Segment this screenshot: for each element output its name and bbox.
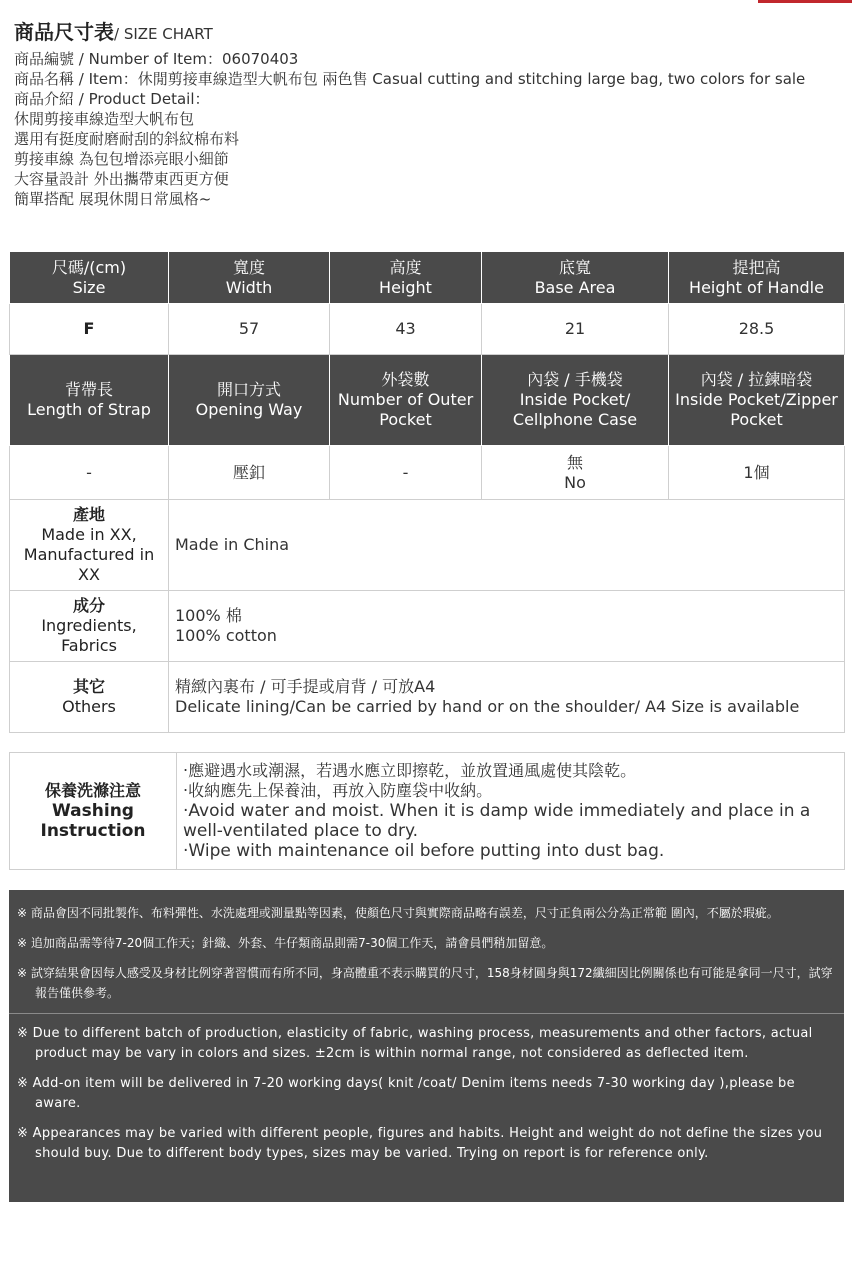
opening-value: 壓釦: [169, 446, 330, 500]
washing-row: [10, 753, 845, 870]
made-in-row: [10, 500, 845, 591]
note-item: ※ Appearances may be varied with different people, figures and habits. Height and weight do not define the sizes you should buy. Due to different body types, sizes may be varied. Trying on report is for reference only.: [17, 1126, 823, 1161]
header-cell-size: 尺碼/(cm) Size: [10, 252, 169, 304]
size-chart-table: [9, 251, 845, 733]
header-row-features: [10, 355, 845, 446]
others-row: [10, 662, 845, 733]
top-accent-bar: [758, 0, 852, 3]
inside-pocket-value: 無 No: [482, 446, 669, 500]
size-value: F: [10, 304, 169, 355]
others-value: 精緻內裏布 / 可手提或肩背 / 可放A4 Delicate lining/Can be carried by hand or on the shoulder/ A4 Size is available: [169, 662, 845, 733]
header-row-dimensions: [10, 252, 845, 304]
detail-line: 剪接車線 為包包增添亮眼小細節: [14, 150, 229, 168]
detail-line: 休閒剪接車線造型大帆布包: [14, 110, 195, 128]
base-area-value: 21: [482, 304, 669, 355]
strap-value: -: [10, 446, 169, 500]
disclaimer-notes: [9, 890, 844, 1202]
width-value: 57: [169, 304, 330, 355]
outer-pocket-value: -: [330, 446, 482, 500]
header-cell-width: 寬度 Width: [169, 252, 330, 304]
washing-instruction-table: [9, 752, 845, 870]
header-cell-inside-pocket: 內袋 / 手機袋 Inside Pocket/ Cellphone Case: [482, 355, 669, 446]
title-en: / SIZE CHART: [114, 25, 213, 43]
notes-zh: [9, 890, 844, 1014]
header-cell-zipper-pocket: 內袋 / 拉鍊暗袋 Inside Pocket/Zipper Pocket: [669, 355, 845, 446]
header-cell-base-area: 底寬 Base Area: [482, 252, 669, 304]
made-in-value: Made in China: [169, 500, 845, 591]
header-cell-strap: 背帶長 Length of Strap: [10, 355, 169, 446]
product-header: [14, 16, 844, 209]
header-cell-handle-height: 提把高 Height of Handle: [669, 252, 845, 304]
title-zh: 商品尺寸表: [14, 20, 114, 44]
page-title: [14, 16, 844, 45]
fabrics-row: [10, 591, 845, 662]
header-cell-opening: 開口方式 Opening Way: [169, 355, 330, 446]
note-item: ※ Add-on item will be delivered in 7-20 working days( knit /coat/ Denim items needs 7-30 working day ),please be aware.: [17, 1076, 795, 1111]
others-label: 其它 Others: [10, 662, 169, 733]
item-name: 商品名稱 / Item：休閒剪接車線造型大帆布包 兩色售 Casual cutting and stitching large bag, two colors for sale: [14, 70, 806, 88]
detail-line: 簡單搭配 展現休閒日常風格~: [14, 190, 212, 208]
product-detail-label: 商品介紹 / Product Detail：: [14, 90, 210, 108]
note-item: ※ 商品會因不同批製作、布料彈性、水洗處理或測量點等因素，使顏色尺寸與實際商品略有誤差，尺寸正負兩公分為正常範 圍內，不屬於瑕疵。: [17, 906, 779, 920]
note-item: ※ 追加商品需等待7-20個工作天；針織、外套、牛仔類商品則需7-30個工作天，請會員們稍加留意。: [17, 936, 554, 950]
table-row: [10, 446, 845, 500]
handle-height-value: 28.5: [669, 304, 845, 355]
note-item: ※ 試穿結果會因每人感受及身材比例穿著習慣而有所不同，身高體重不表示購買的尺寸，158身材圓身與172纖細因比例關係也有可能是拿同一尺寸，試穿報告僅供參考。: [17, 966, 833, 1000]
height-value: 43: [330, 304, 482, 355]
item-number: 商品編號 / Number of Item：06070403: [14, 50, 299, 68]
detail-line: 選用有挺度耐磨耐刮的斜紋棉布料: [14, 130, 240, 148]
table-row: [10, 304, 845, 355]
fabrics-value: 100% 棉 100% cotton: [169, 591, 845, 662]
detail-line: 大容量設計 外出攜帶東西更方便: [14, 170, 229, 188]
made-in-label: 產地 Made in XX, Manufactured in XX: [10, 500, 169, 591]
zipper-pocket-value: 1個: [669, 446, 845, 500]
header-cell-outer-pocket: 外袋數 Number of Outer Pocket: [330, 355, 482, 446]
notes-en: [9, 1014, 844, 1182]
washing-label: 保養洗滌注意 Washing Instruction: [10, 753, 177, 870]
fabrics-label: 成分 Ingredients, Fabrics: [10, 591, 169, 662]
note-item: ※ Due to different batch of production, elasticity of fabric, washing process, measurements and other factors, actual product may be vary in colors and sizes. ±2cm is within normal range, not considered as deflected item.: [17, 1026, 813, 1061]
header-cell-height: 高度 Height: [330, 252, 482, 304]
washing-text: ‧應避遇水或潮濕，若遇水應立即擦乾，並放置通風處使其陰乾。 ‧收納應先上保養油，再放入防塵袋中收納。 ‧Avoid water and moist. When it is damp wide immediately and place in a well-ventilated place to dry. ‧Wipe with maintenance oil before putting into dust bag.: [177, 753, 845, 870]
